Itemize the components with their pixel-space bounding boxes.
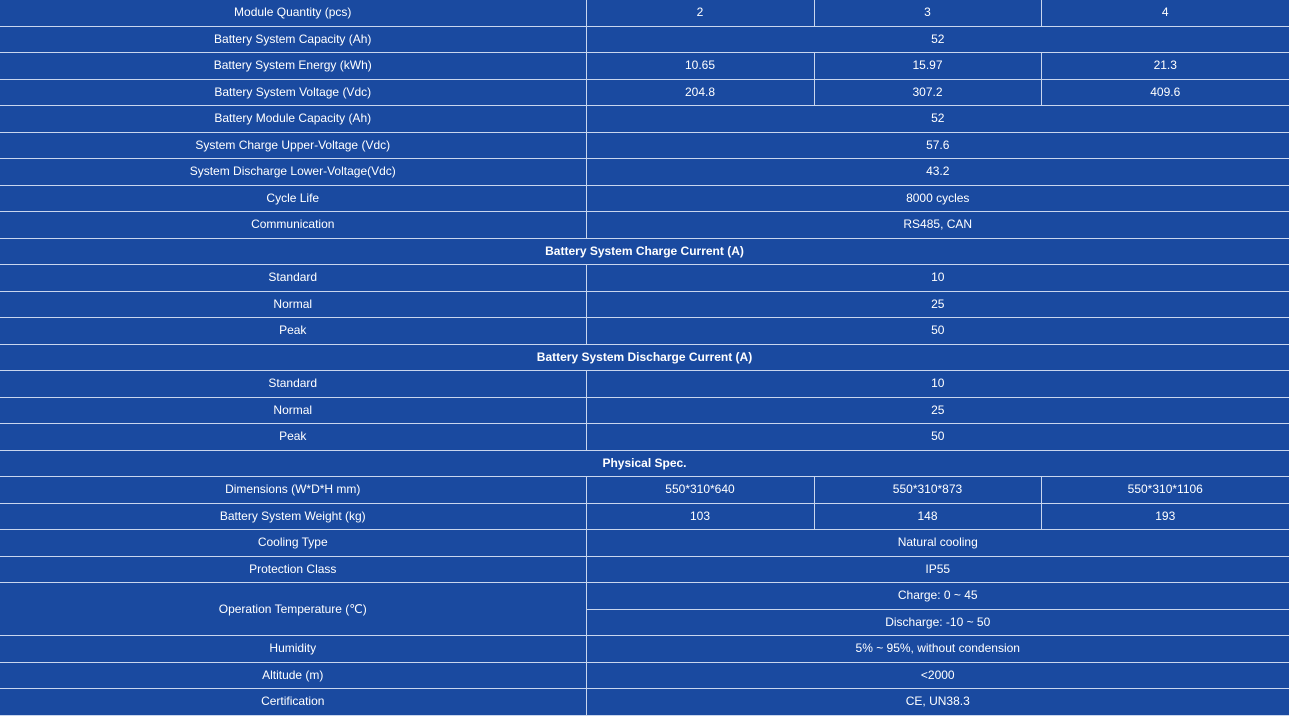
row-value: 52	[586, 26, 1289, 53]
section-row	[0, 344, 1289, 371]
row-value-1: 2	[586, 0, 814, 26]
row-value-1: 10.65	[586, 53, 814, 80]
row-value-3: 21.3	[1041, 53, 1289, 80]
table-row	[0, 185, 1289, 212]
table-row	[0, 530, 1289, 557]
row-value-3: 409.6	[1041, 79, 1289, 106]
row-value: Natural cooling	[586, 530, 1289, 557]
table-row	[0, 159, 1289, 186]
section-title: Battery System Charge Current (A)	[0, 238, 1289, 265]
table-row	[0, 79, 1289, 106]
row-value-2: 3	[814, 0, 1041, 26]
row-label: System Charge Upper-Voltage (Vdc)	[0, 132, 586, 159]
row-label: Battery System Weight (kg)	[0, 503, 586, 530]
table-row	[0, 26, 1289, 53]
row-label: Peak	[0, 424, 586, 451]
table-row	[0, 636, 1289, 663]
row-label: Cycle Life	[0, 185, 586, 212]
row-value-2: 15.97	[814, 53, 1041, 80]
table-row	[0, 318, 1289, 345]
row-value: IP55	[586, 556, 1289, 583]
table-row	[0, 371, 1289, 398]
row-value-3: 193	[1041, 503, 1289, 530]
table-row	[0, 424, 1289, 451]
row-label: Battery System Capacity (Ah)	[0, 26, 586, 53]
row-label: Communication	[0, 212, 586, 239]
row-label: Peak	[0, 318, 586, 345]
row-value: 43.2	[586, 159, 1289, 186]
row-label: Normal	[0, 397, 586, 424]
row-value-3: 4	[1041, 0, 1289, 26]
table-row	[0, 0, 1289, 26]
row-value: 25	[586, 397, 1289, 424]
table-row	[0, 503, 1289, 530]
table-row	[0, 106, 1289, 133]
section-row	[0, 238, 1289, 265]
table-row	[0, 265, 1289, 292]
table-row	[0, 583, 1289, 610]
row-value: 8000 cycles	[586, 185, 1289, 212]
table-row	[0, 556, 1289, 583]
section-title: Battery System Discharge Current (A)	[0, 344, 1289, 371]
row-label: Standard	[0, 265, 586, 292]
table-row	[0, 291, 1289, 318]
table-row	[0, 477, 1289, 504]
table-row	[0, 212, 1289, 239]
row-value-1: 204.8	[586, 79, 814, 106]
row-label: Cooling Type	[0, 530, 586, 557]
row-value-1: 103	[586, 503, 814, 530]
row-label: Battery Module Capacity (Ah)	[0, 106, 586, 133]
table-row	[0, 397, 1289, 424]
table-row	[0, 132, 1289, 159]
section-title: Physical Spec.	[0, 450, 1289, 477]
row-value-3: 550*310*1106	[1041, 477, 1289, 504]
row-label: Operation Temperature (℃)	[0, 583, 586, 636]
row-value: 5% ~ 95%, without condension	[586, 636, 1289, 663]
row-label: Altitude (m)	[0, 662, 586, 689]
row-label: Humidity	[0, 636, 586, 663]
row-label: Battery System Voltage (Vdc)	[0, 79, 586, 106]
row-value-2: 307.2	[814, 79, 1041, 106]
row-value-1: 550*310*640	[586, 477, 814, 504]
row-value: 10	[586, 265, 1289, 292]
row-value-2: 148	[814, 503, 1041, 530]
row-value: CE, UN38.3	[586, 689, 1289, 716]
row-label: Battery System Energy (kWh)	[0, 53, 586, 80]
row-value: <2000	[586, 662, 1289, 689]
table-row	[0, 53, 1289, 80]
row-value: 25	[586, 291, 1289, 318]
row-value: Discharge: -10 ~ 50	[586, 609, 1289, 636]
table-row	[0, 662, 1289, 689]
row-value: 10	[586, 371, 1289, 398]
row-label: Dimensions (W*D*H mm)	[0, 477, 586, 504]
row-label: Normal	[0, 291, 586, 318]
row-value: RS485, CAN	[586, 212, 1289, 239]
row-value: 50	[586, 318, 1289, 345]
row-value: 57.6	[586, 132, 1289, 159]
section-row	[0, 450, 1289, 477]
row-value: 50	[586, 424, 1289, 451]
table-row	[0, 689, 1289, 716]
row-label: Standard	[0, 371, 586, 398]
row-value-2: 550*310*873	[814, 477, 1041, 504]
row-label: Certification	[0, 689, 586, 716]
row-label: System Discharge Lower-Voltage(Vdc)	[0, 159, 586, 186]
row-label: Protection Class	[0, 556, 586, 583]
row-label: Module Quantity (pcs)	[0, 0, 586, 26]
row-value: 52	[586, 106, 1289, 133]
row-value: Charge: 0 ~ 45	[586, 583, 1289, 610]
